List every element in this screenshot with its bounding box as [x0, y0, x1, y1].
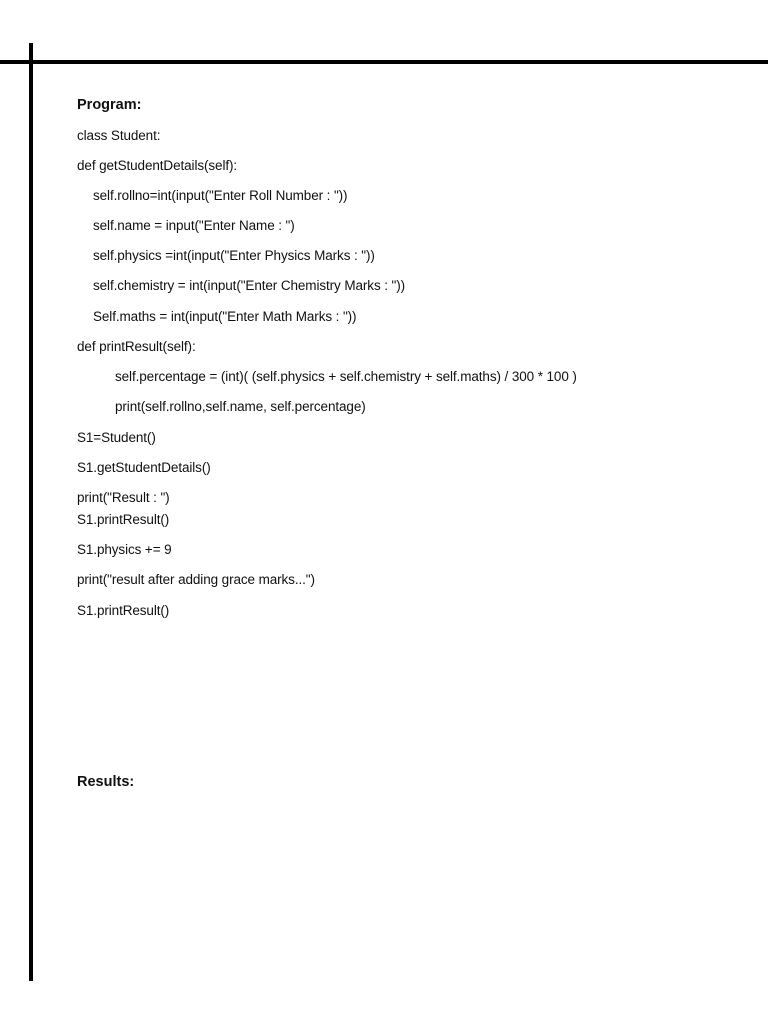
code-line: Self.maths = int(input("Enter Math Marks : "))	[93, 309, 357, 324]
code-line: S1.printResult()	[77, 603, 170, 618]
code-line: class Student:	[77, 128, 161, 143]
code-line: self.name = input("Enter Name : ")	[93, 218, 295, 233]
code-line: print("Result : ")	[77, 490, 170, 505]
code-line: print(self.rollno,self.name, self.percentage)	[115, 399, 366, 414]
code-line: def getStudentDetails(self):	[77, 158, 238, 173]
code-line: S1=Student()	[77, 430, 156, 445]
code-line: S1.getStudentDetails()	[77, 460, 211, 475]
code-line: S1.physics += 9	[77, 542, 172, 557]
code-line: self.chemistry = int(input("Enter Chemistry Marks : "))	[93, 278, 406, 293]
code-line: self.physics =int(input("Enter Physics Marks : "))	[93, 248, 375, 263]
left-margin-rule	[29, 43, 33, 981]
results-heading: Results:	[77, 774, 135, 790]
code-line: self.rollno=int(input("Enter Roll Number : "))	[93, 188, 348, 203]
program-heading: Program:	[77, 97, 142, 113]
code-line: S1.printResult()	[77, 512, 170, 527]
code-line: print("result after adding grace marks...")	[77, 572, 315, 587]
code-line: self.percentage = (int)( (self.physics + self.chemistry + self.maths) / 300 * 100 )	[115, 369, 577, 384]
top-rule	[0, 60, 768, 64]
code-line: def printResult(self):	[77, 339, 196, 354]
